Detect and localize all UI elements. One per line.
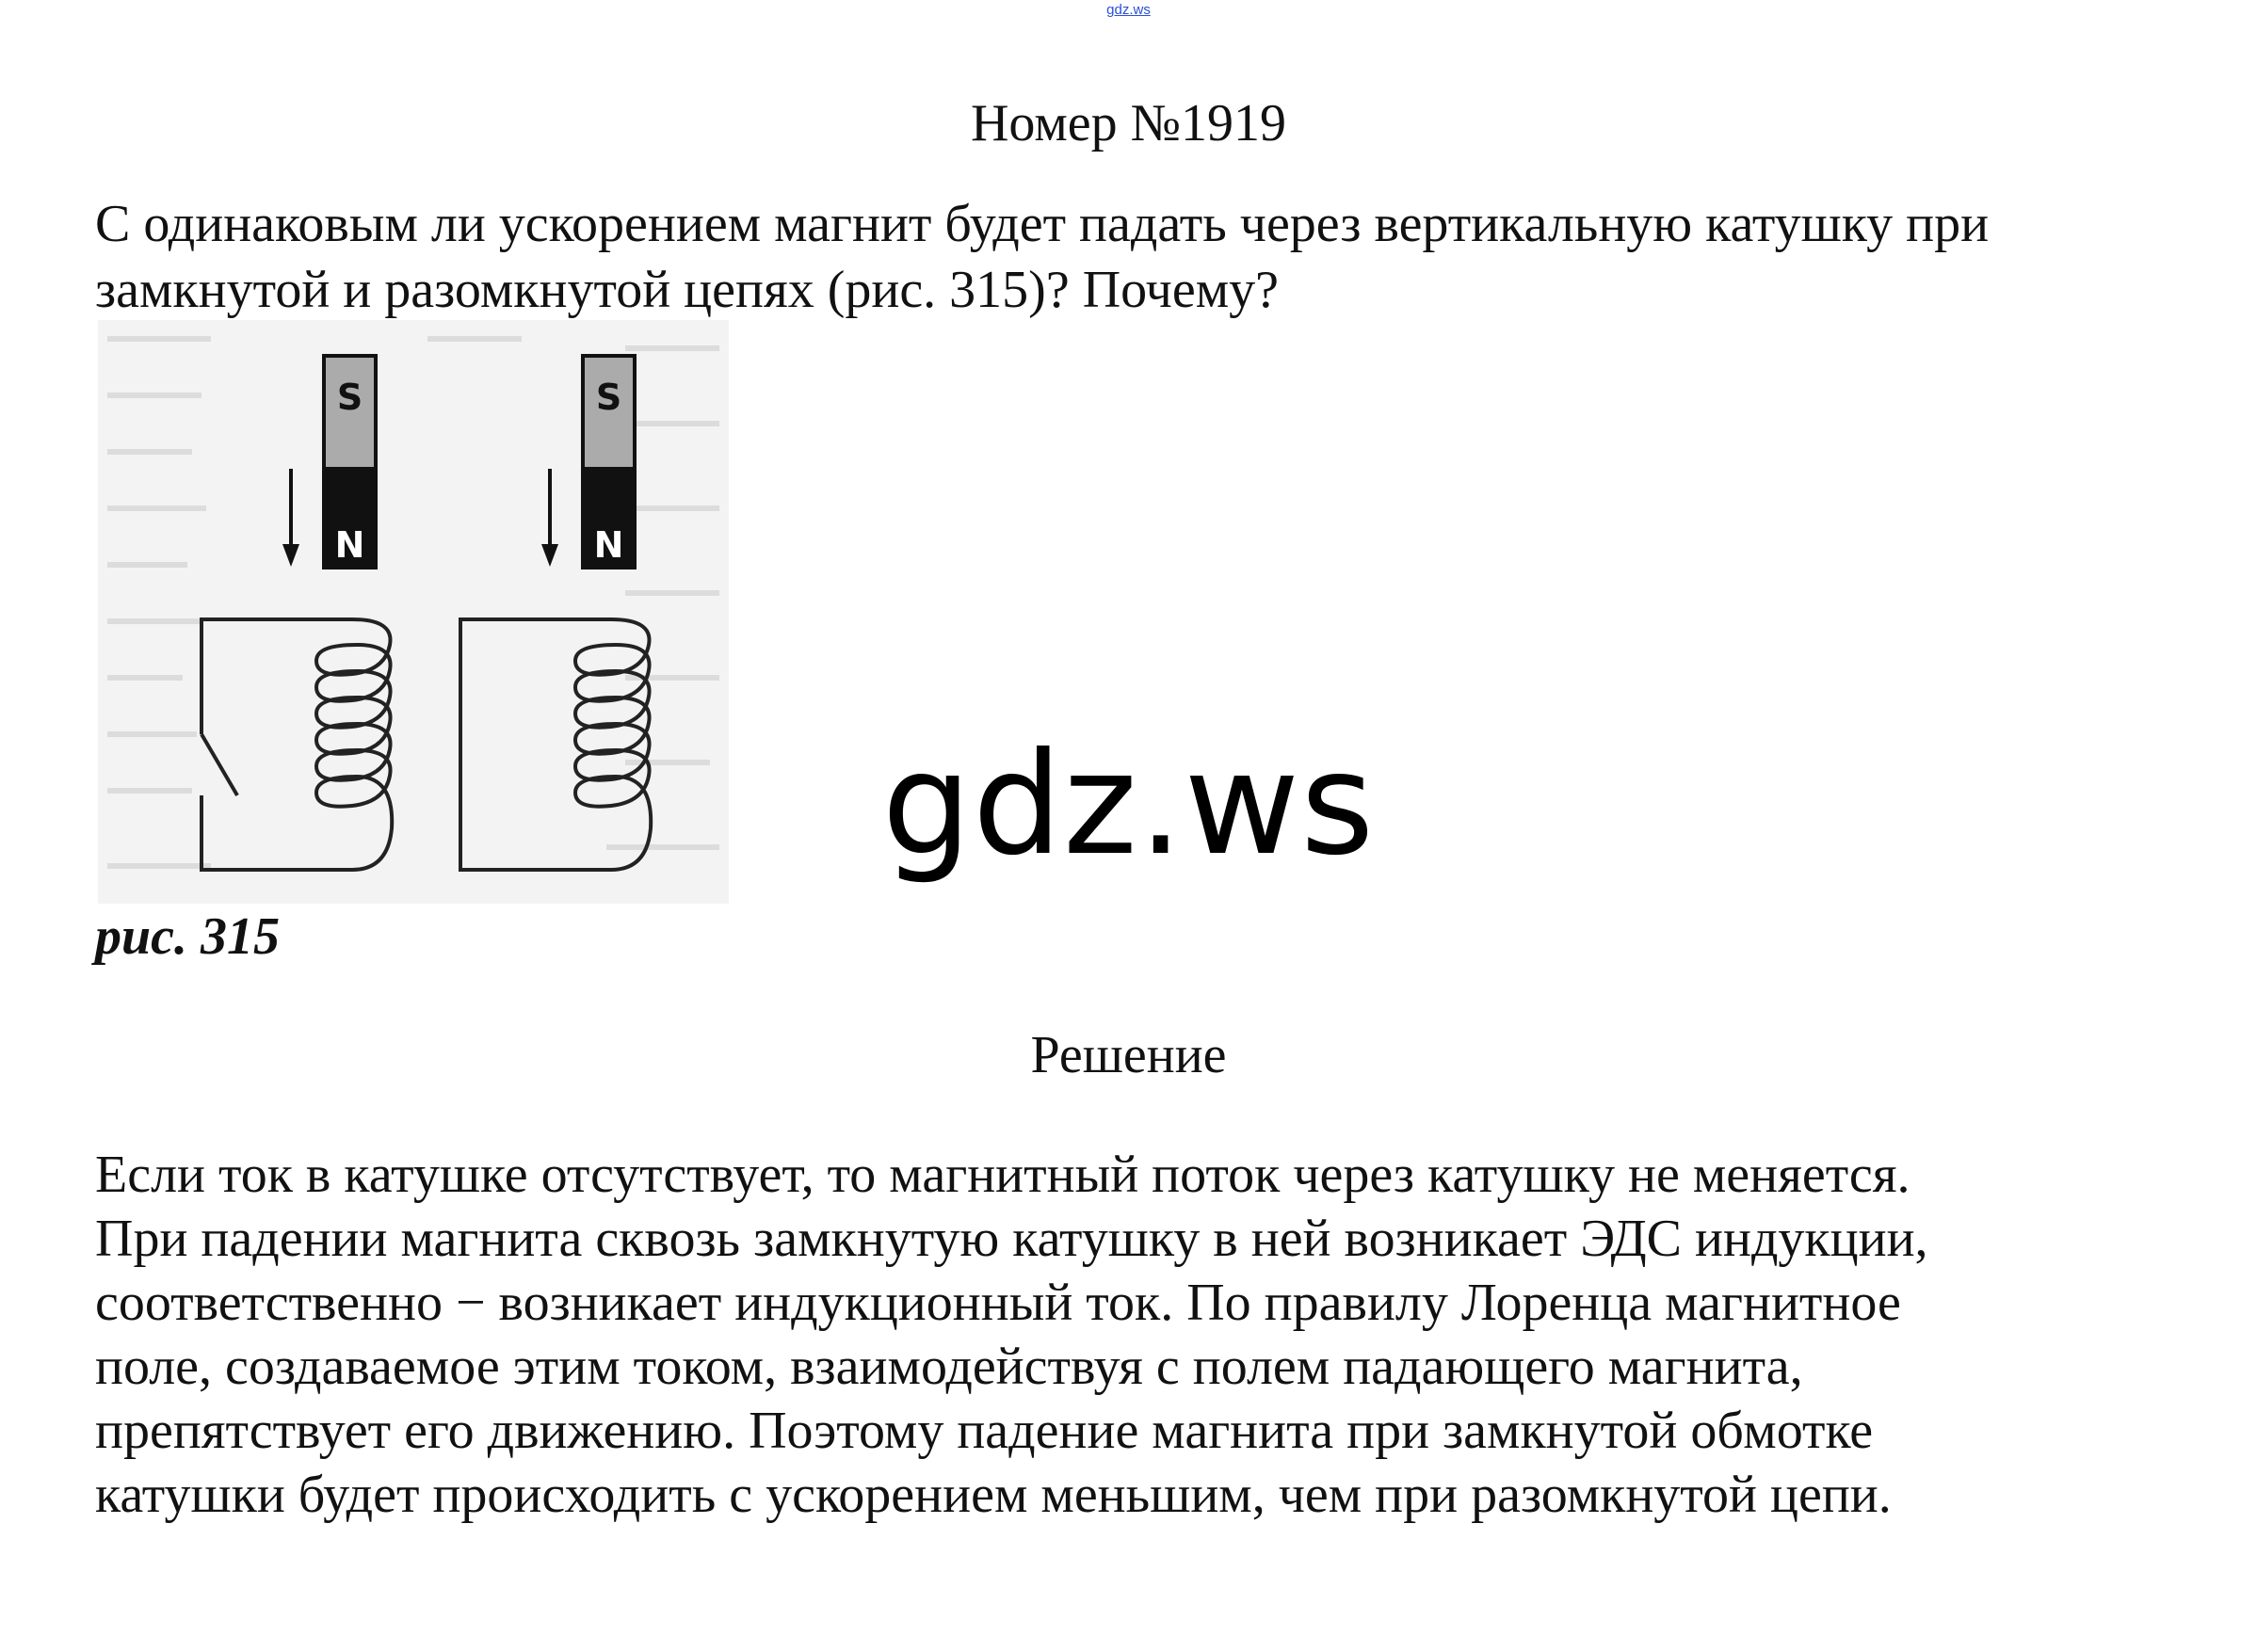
answer-text: [95, 1143, 2223, 1527]
figure-caption: рис. 315: [95, 907, 280, 966]
page-title: Номер №1919: [970, 94, 1287, 152]
watermark: gdz.ws: [881, 723, 1376, 887]
answer-line: соответственно − возникает индукционный ток. По правилу Лоренца магнитное: [95, 1274, 1901, 1332]
solution-heading: Решение: [1030, 1026, 1227, 1084]
magnet-pole-label: N: [334, 524, 365, 566]
answer-line: препятствует его движению. Поэтому падение магнита при замкнутой обмотке: [95, 1402, 1874, 1460]
right-magnet: [583, 356, 635, 568]
magnet-pole-label: S: [595, 377, 622, 418]
question-text: [95, 191, 2204, 323]
magnet-pole-label: N: [593, 524, 624, 566]
answer-line: При падении магнита сквозь замкнутую катушку в ней возникает ЭДС индукции,: [95, 1210, 1928, 1268]
answer-line: катушки будет происходить с ускорением меньшим, чем при разомкнутой цепи.: [95, 1466, 1892, 1524]
question-line: С одинаковым ли ускорением магнит будет падать через вертикальную катушку при: [95, 195, 1990, 253]
left-magnet: [324, 356, 376, 568]
site-mark-link[interactable]: gdz.ws: [1106, 2, 1151, 18]
answer-line: поле, создаваемое этим током, взаимодействуя с полем падающего магнита,: [95, 1338, 1803, 1396]
question-line: замкнутой и разомкнутой цепях (рис. 315)? Почему?: [95, 261, 1279, 319]
magnet-pole-label: S: [336, 377, 363, 418]
answer-line: Если ток в катушке отсутствует, то магнитный поток через катушку не меняется.: [95, 1146, 1910, 1204]
